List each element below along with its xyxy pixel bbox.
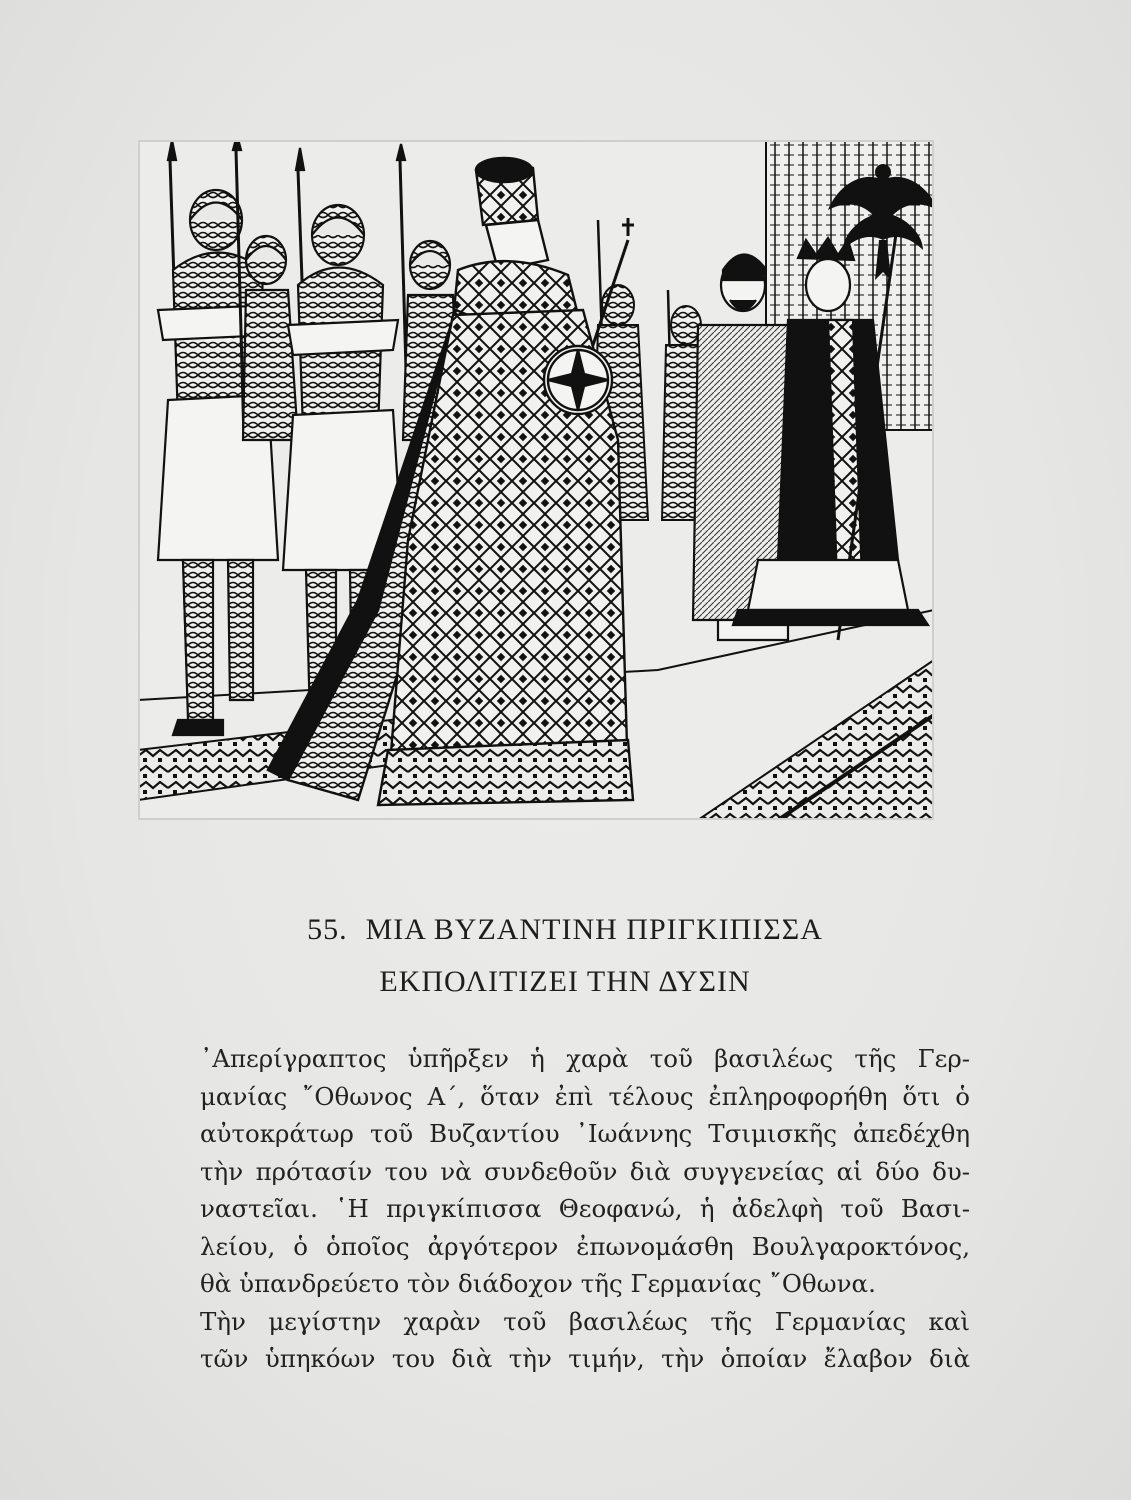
paragraph: [150, 1040, 970, 1303]
text-line: λείου, ὁ ὁποῖος ἀργότερον ἐπωνομάσθη Βουλγαροκτόνος,: [200, 1231, 970, 1261]
chapter-body-text: [150, 1040, 970, 1378]
text-line: ᾿Απερίγραπτος ὑπῆρξεν ἡ χαρὰ τοῦ βασιλέως τῆς Γερ-: [200, 1044, 970, 1073]
text-line: τὴν πρότασίν του νὰ συνδεθοῦν διὰ συγγενείας αἱ δύο δυ-: [200, 1156, 970, 1186]
text-line: αὐτοκράτωρ τοῦ Βυζαντίου ᾿Ιωάννης Τσιμισκῆς ἀπεδέχθη: [200, 1119, 970, 1148]
byzantine-court-illustration: [138, 140, 934, 820]
chapter-title-line-2: ΕΚΠΟΛΙΤΙΖΕΙ ΤΗΝ ΔΥΣΙΝ: [379, 965, 751, 998]
text-line: ναστεῖαι. ῾Η πριγκίπισσα Θεοφανώ, ἡ ἀδελφὴ τοῦ Βασι-: [200, 1194, 970, 1223]
text-line: Τὴν μεγίστην χαρὰν τοῦ βασιλέως τῆς Γερμανίας καὶ: [200, 1306, 970, 1336]
paragraph: [150, 1303, 970, 1378]
text-line: μανίας ῎Οθωνος Α΄, ὅταν ἐπὶ τέλους ἐπληροφορήθη ὅτι ὁ: [200, 1081, 970, 1111]
text-line: θὰ ὑπανδρεύετο τὸν διάδοχον τῆς Γερμανίας ῎Οθωνα.: [200, 1269, 876, 1298]
chapter-number: 55.: [307, 913, 348, 946]
chapter-title-line-1: 55. ΜΙΑ ΒΥΖΑΝΤΙΝΗ ΠΡΙΓΚΙΠΙΣΣΑ: [307, 913, 823, 946]
text-line: τῶν ὑπηκόων του διὰ τὴν τιμήν, τὴν ὁποίαν ἔλαβον διὰ: [200, 1344, 970, 1373]
chapter-heading: [150, 904, 980, 1008]
